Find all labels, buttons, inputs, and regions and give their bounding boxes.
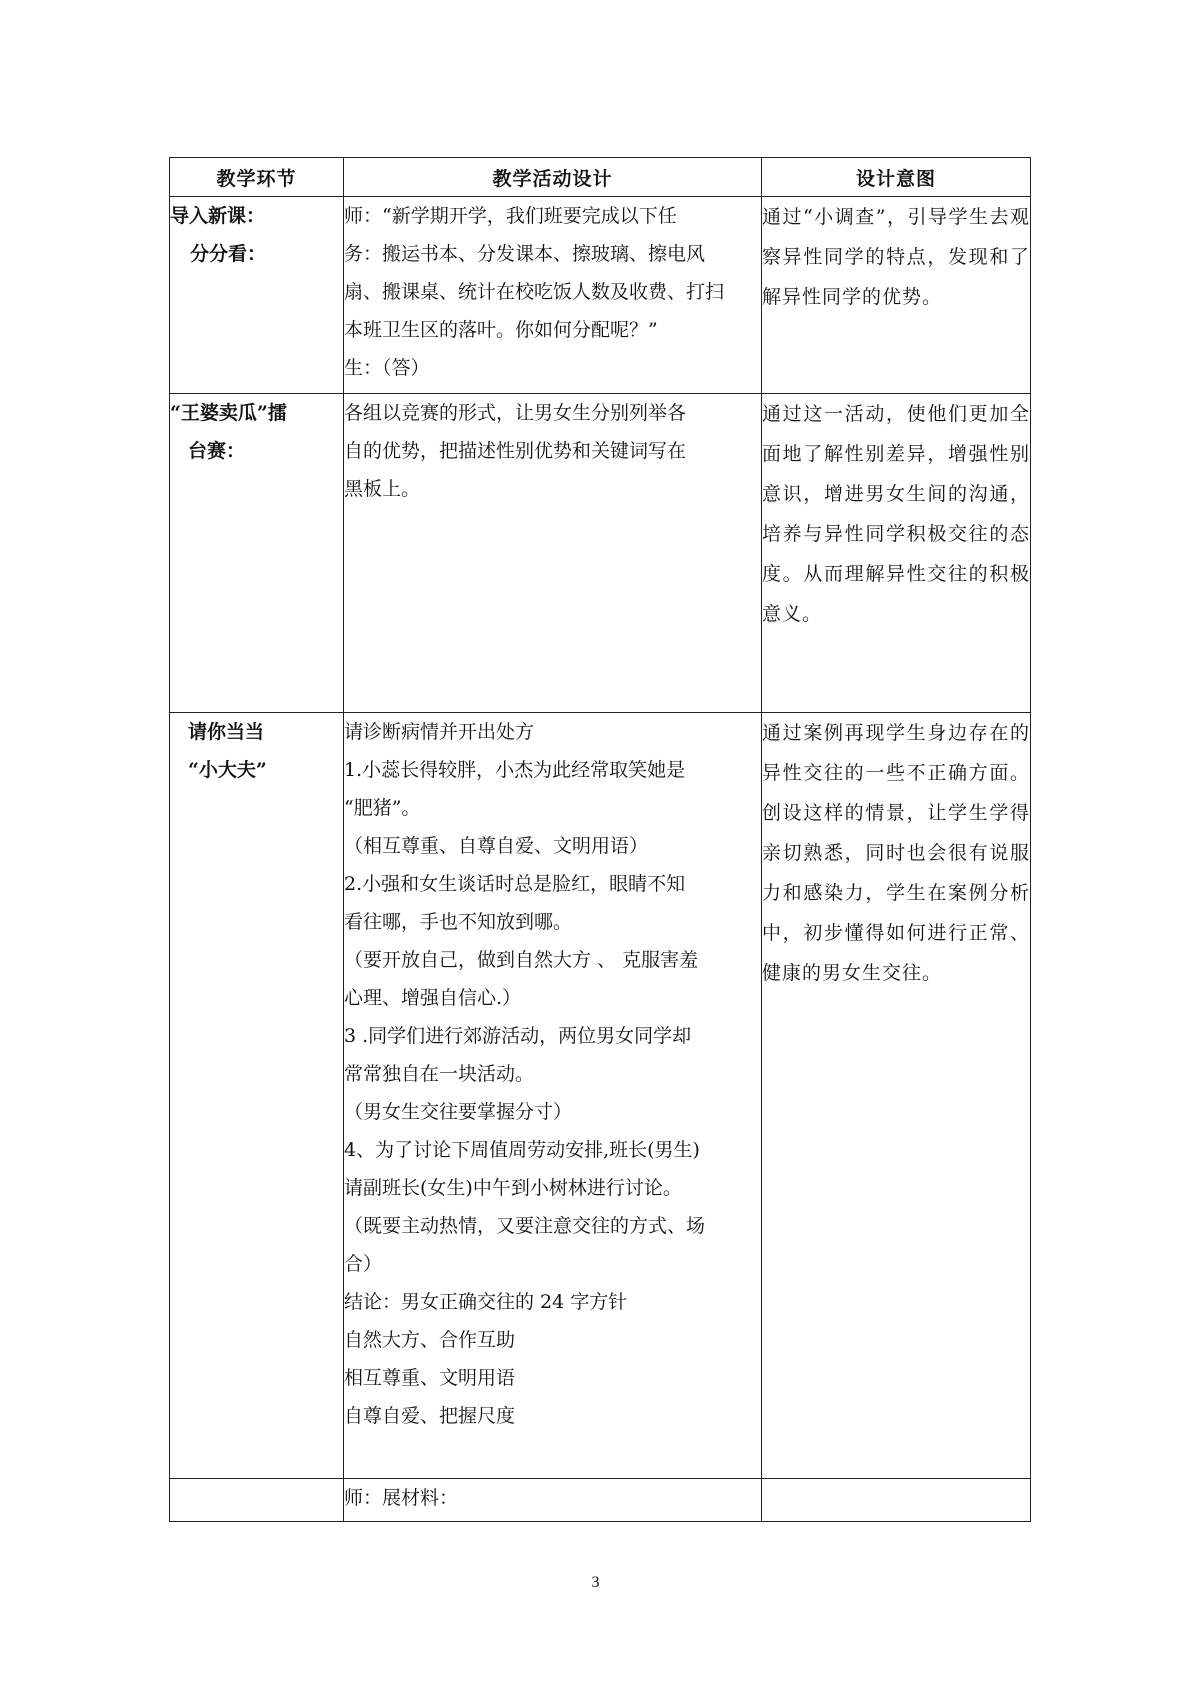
activity-line: （要开放自己，做到自然大方 、 克服害羞 <box>344 949 699 971</box>
activity-cell <box>344 197 762 394</box>
stage-line: “王婆卖瓜”擂 <box>170 402 287 424</box>
activity-line: 请副班长(女生)中午到小树林进行讨论。 <box>344 1177 682 1199</box>
activity-line: 2.小强和女生谈话时总是脸红，眼睛不知 <box>344 873 686 895</box>
activity-line: 看往哪，手也不知放到哪。 <box>344 911 573 933</box>
activity-line: （相互尊重、自尊自爱、文明用语） <box>344 835 649 857</box>
header-intent: 设计意图 <box>762 158 1031 197</box>
activity-line: 生：（答） <box>344 357 430 379</box>
activity-line: 师：“新学期开学，我们班要完成以下任 <box>344 205 677 227</box>
stage-cell <box>170 1479 344 1522</box>
lesson-plan-table <box>169 157 1031 1522</box>
activity-line: 黑板上。 <box>344 478 421 500</box>
activity-line: （既要主动热情，又要注意交往的方式、场 <box>344 1215 706 1237</box>
header-activity: 教学活动设计 <box>344 158 762 197</box>
stage-line: 请你当当 <box>188 721 265 743</box>
table-row <box>170 394 1031 713</box>
activity-line: 结论：男女正确交往的 24 字方针 <box>344 1291 628 1313</box>
activity-line: 扇、搬课桌、统计在校吃饭人数及收费、打扫 <box>344 281 725 303</box>
activity-cell <box>344 394 762 713</box>
activity-line: 心理、增强自信心.） <box>344 987 522 1009</box>
stage-cell <box>170 394 344 713</box>
activity-line: 自尊自爱、把握尺度 <box>344 1405 516 1427</box>
activity-line: 3 .同学们进行郊游活动，两位男女同学却 <box>344 1025 692 1047</box>
table-row <box>170 197 1031 394</box>
stage-cell <box>170 197 344 394</box>
activity-line: 师：展材料： <box>344 1487 459 1509</box>
activity-line: 务：搬运书本、分发课本、擦玻璃、擦电风 <box>344 243 706 265</box>
activity-line: 各组以竞赛的形式，让男女生分别列举各 <box>344 402 687 424</box>
intent-cell: 通过案例再现学生身边存在的异性交往的一些不正确方面。创设这样的情景，让学生学得亲切熟悉，同时也会很有说服力和感染力，学生在案例分析中，初步懂得如何进行正常、健康的男女生交往。 <box>762 713 1031 1479</box>
activity-line: 自然大方、合作互助 <box>344 1329 516 1351</box>
table-row <box>170 1479 1031 1522</box>
activity-line: 4、为了讨论下周值周劳动安排,班长(男生) <box>344 1139 700 1161</box>
activity-line: （男女生交往要掌握分寸） <box>344 1101 573 1123</box>
activity-line: 1.小蕊长得较胖，小杰为此经常取笑她是 <box>344 759 686 781</box>
table-row <box>170 713 1031 1479</box>
table-header-row <box>170 158 1031 197</box>
stage-line: 台赛： <box>188 440 246 462</box>
activity-line: 自的优势，把描述性别优势和关键词写在 <box>344 440 687 462</box>
header-stage: 教学环节 <box>170 158 344 197</box>
activity-cell <box>344 1479 762 1522</box>
page-number: 3 <box>591 1574 600 1591</box>
stage-line: 导入新课： <box>170 205 266 227</box>
stage-line: “小大夫” <box>188 759 267 781</box>
intent-cell <box>762 1479 1031 1522</box>
stage-cell <box>170 713 344 1479</box>
activity-line: 相互尊重、文明用语 <box>344 1367 516 1389</box>
activity-line: 请诊断病情并开出处方 <box>344 721 535 743</box>
intent-cell: 通过“小调查”，引导学生去观察异性同学的特点，发现和了解异性同学的优势。 <box>762 197 1031 394</box>
activity-line: “肥猪”。 <box>344 797 421 819</box>
activity-line: 本班卫生区的落叶。你如何分配呢？” <box>344 319 658 341</box>
activity-line: 常常独自在一块活动。 <box>344 1063 535 1085</box>
intent-cell: 通过这一活动，使他们更加全面地了解性别差异，增强性别意识，增进男女生间的沟通，培养与异性同学积极交往的态度。从而理解异性交往的积极意义。 <box>762 394 1031 713</box>
activity-cell <box>344 713 762 1479</box>
activity-line: 合） <box>344 1253 383 1275</box>
stage-line: 分分看： <box>190 243 267 265</box>
